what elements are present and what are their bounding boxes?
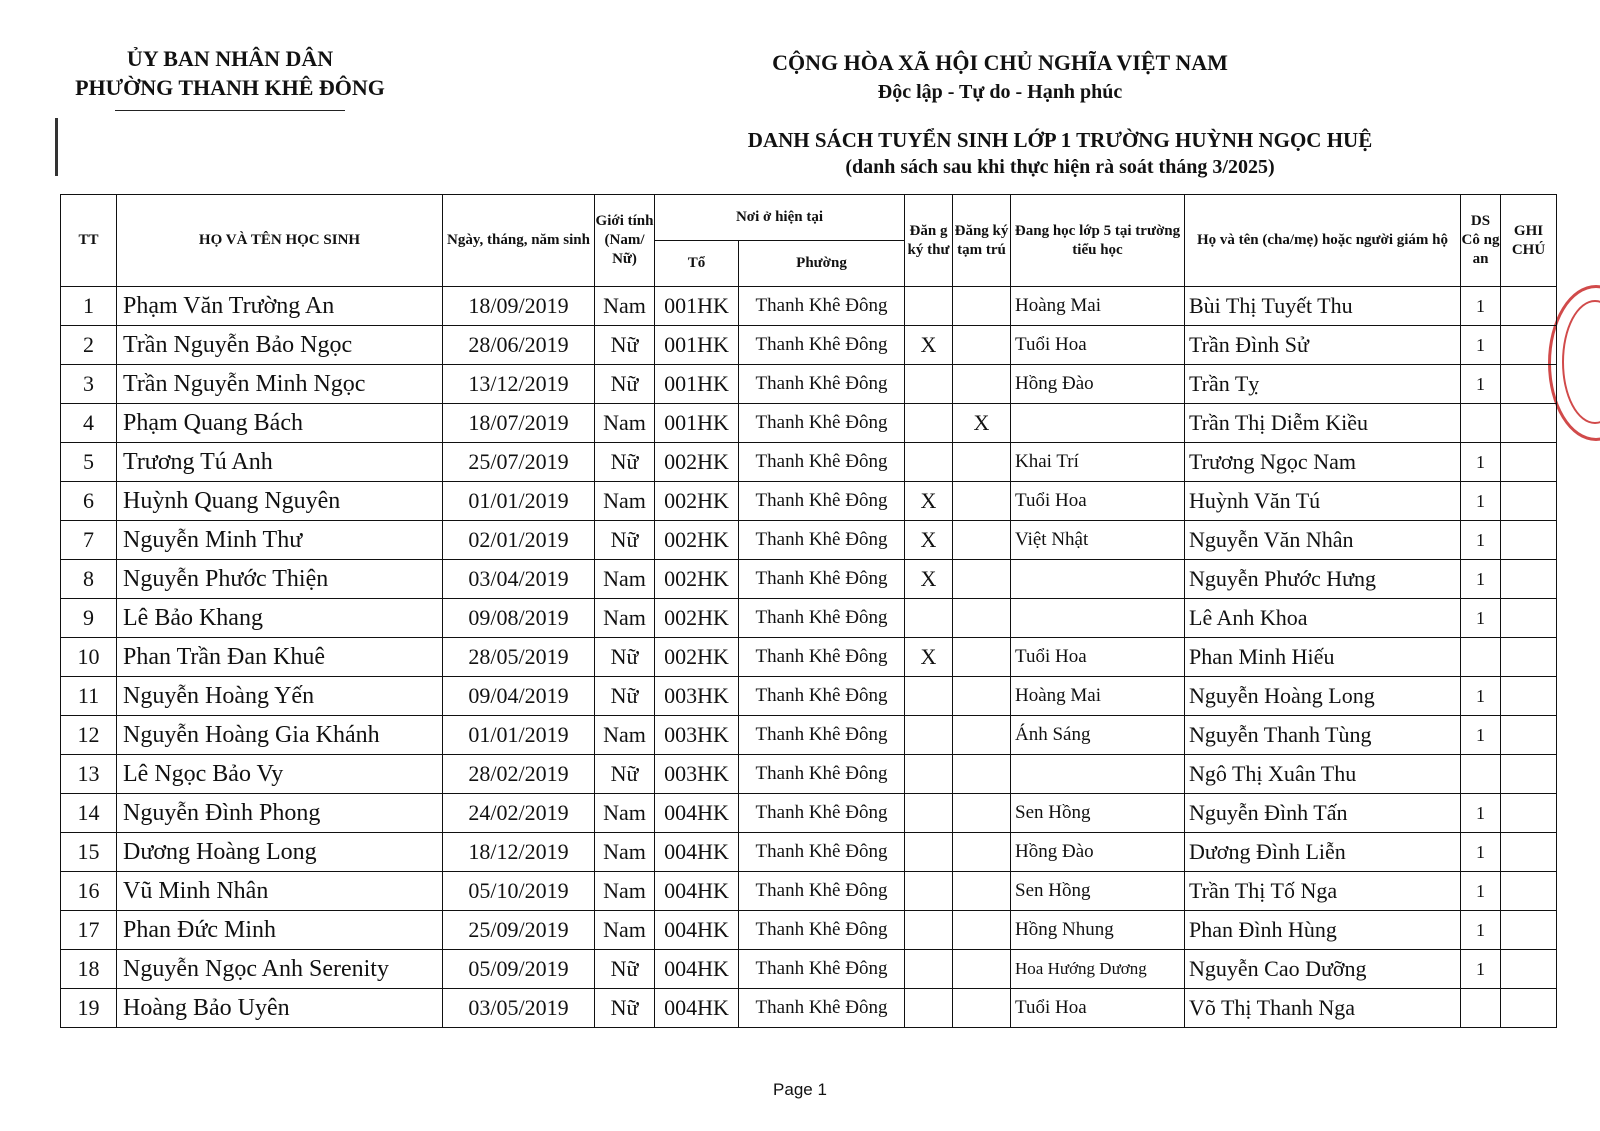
cell-note (1501, 833, 1557, 872)
cell-permanent-registration (905, 443, 953, 482)
cell-group: 004HK (655, 794, 739, 833)
cell-guardian: Ngô Thị Xuân Thu (1185, 755, 1461, 794)
cell-guardian: Nguyễn Đình Tấn (1185, 794, 1461, 833)
col-header-ward: Phường (739, 241, 905, 287)
cell-dob: 13/12/2019 (443, 365, 595, 404)
table-row (61, 521, 1557, 560)
cell-police-list: 1 (1461, 482, 1501, 521)
cell-ward: Thanh Khê Đông (739, 716, 905, 755)
cell-group: 002HK (655, 521, 739, 560)
cell-student-name: Nguyễn Hoàng Gia Khánh (117, 716, 443, 755)
cell-ward: Thanh Khê Đông (739, 872, 905, 911)
cell-dob: 02/01/2019 (443, 521, 595, 560)
cell-guardian: Nguyễn Hoàng Long (1185, 677, 1461, 716)
cell-gender: Nam (595, 716, 655, 755)
cell-student-name: Phạm Văn Trường An (117, 287, 443, 326)
cell-group: 002HK (655, 560, 739, 599)
cell-student-name: Nguyễn Hoàng Yến (117, 677, 443, 716)
cell-guardian: Nguyễn Cao Dưỡng (1185, 950, 1461, 989)
page-number: Page 1 (773, 1080, 827, 1099)
cell-note (1501, 989, 1557, 1028)
document-title (680, 126, 1440, 180)
cell-note (1501, 404, 1557, 443)
cell-permanent-registration (905, 599, 953, 638)
motto-line-1: CỘNG HÒA XÃ HỘI CHỦ NGHĨA VIỆT NAM (772, 50, 1228, 75)
cell-note (1501, 755, 1557, 794)
cell-group: 002HK (655, 638, 739, 677)
cell-temporary-registration (953, 599, 1011, 638)
cell-dob: 01/01/2019 (443, 716, 595, 755)
cell-permanent-registration (905, 365, 953, 404)
cell-group: 001HK (655, 365, 739, 404)
cell-student-name: Trần Nguyễn Minh Ngọc (117, 365, 443, 404)
cell-gender: Nam (595, 833, 655, 872)
cell-note (1501, 794, 1557, 833)
cell-dob: 01/01/2019 (443, 482, 595, 521)
cell-note (1501, 677, 1557, 716)
cell-student-name: Hoàng Bảo Uyên (117, 989, 443, 1028)
cell-tt: 10 (61, 638, 117, 677)
cell-gender: Nữ (595, 521, 655, 560)
col-header-group: Tổ (655, 241, 739, 287)
cell-current-school: Hoàng Mai (1011, 677, 1185, 716)
cell-tt: 18 (61, 950, 117, 989)
cell-temporary-registration (953, 365, 1011, 404)
cell-ward: Thanh Khê Đông (739, 677, 905, 716)
cell-temporary-registration (953, 755, 1011, 794)
cell-permanent-registration (905, 404, 953, 443)
cell-gender: Nam (595, 482, 655, 521)
cell-student-name: Trương Tú Anh (117, 443, 443, 482)
title-line-1: DANH SÁCH TUYỂN SINH LỚP 1 TRƯỜNG HUỲNH NGỌC HUỆ (747, 128, 1373, 152)
cell-permanent-registration (905, 911, 953, 950)
table-row (61, 404, 1557, 443)
title-line-2: (danh sách sau khi thực hiện rà soát tháng 3/2025) (845, 156, 1275, 178)
cell-gender: Nữ (595, 638, 655, 677)
cell-dob: 24/02/2019 (443, 794, 595, 833)
authority-line-2: PHƯỜNG THANH KHÊ ĐÔNG (75, 75, 385, 100)
cell-ward: Thanh Khê Đông (739, 911, 905, 950)
cell-temporary-registration (953, 911, 1011, 950)
table-row (61, 326, 1557, 365)
cell-guardian: Võ Thị Thanh Nga (1185, 989, 1461, 1028)
cell-gender: Nam (595, 287, 655, 326)
cell-permanent-registration: X (905, 326, 953, 365)
cell-gender: Nữ (595, 326, 655, 365)
cell-gender: Nam (595, 560, 655, 599)
cell-dob: 18/12/2019 (443, 833, 595, 872)
cell-permanent-registration: X (905, 482, 953, 521)
cell-dob: 09/08/2019 (443, 599, 595, 638)
cell-temporary-registration (953, 482, 1011, 521)
cell-temporary-registration (953, 443, 1011, 482)
cell-dob: 03/05/2019 (443, 989, 595, 1028)
cell-ward: Thanh Khê Đông (739, 833, 905, 872)
cell-guardian: Nguyễn Văn Nhân (1185, 521, 1461, 560)
col-header-name: HỌ VÀ TÊN HỌC SINH (117, 195, 443, 287)
cell-ward: Thanh Khê Đông (739, 287, 905, 326)
cell-gender: Nam (595, 911, 655, 950)
cell-police-list: 1 (1461, 911, 1501, 950)
cell-group: 004HK (655, 872, 739, 911)
cell-student-name: Trần Nguyễn Bảo Ngọc (117, 326, 443, 365)
cell-group: 001HK (655, 404, 739, 443)
cell-police-list: 1 (1461, 794, 1501, 833)
cell-gender: Nam (595, 794, 655, 833)
cell-student-name: Dương Hoàng Long (117, 833, 443, 872)
cell-gender: Nữ (595, 677, 655, 716)
cell-dob: 28/02/2019 (443, 755, 595, 794)
cell-permanent-registration: X (905, 521, 953, 560)
cell-group: 004HK (655, 989, 739, 1028)
cell-gender: Nữ (595, 950, 655, 989)
cell-current-school: Ánh Sáng (1011, 716, 1185, 755)
cell-current-school: Tuổi Hoa (1011, 989, 1185, 1028)
cell-police-list: 1 (1461, 833, 1501, 872)
cell-police-list: 1 (1461, 287, 1501, 326)
cell-gender: Nam (595, 872, 655, 911)
cell-dob: 25/09/2019 (443, 911, 595, 950)
motto-line-2: Độc lập - Tự do - Hạnh phúc (877, 81, 1123, 103)
cell-current-school: Sen Hồng (1011, 872, 1185, 911)
cell-tt: 7 (61, 521, 117, 560)
cell-tt: 11 (61, 677, 117, 716)
cell-current-school (1011, 404, 1185, 443)
cell-permanent-registration (905, 755, 953, 794)
cell-note (1501, 560, 1557, 599)
col-header-police-list: DS Cô ng an (1461, 195, 1501, 287)
margin-mark (55, 118, 58, 176)
cell-permanent-registration (905, 872, 953, 911)
col-header-guardian: Họ và tên (cha/mẹ) hoặc người giám hộ (1185, 195, 1461, 287)
national-motto (700, 48, 1300, 106)
cell-guardian: Trần Thị Tố Nga (1185, 872, 1461, 911)
cell-temporary-registration (953, 716, 1011, 755)
cell-ward: Thanh Khê Đông (739, 560, 905, 599)
cell-permanent-registration (905, 677, 953, 716)
cell-temporary-registration (953, 989, 1011, 1028)
cell-tt: 9 (61, 599, 117, 638)
cell-student-name: Huỳnh Quang Nguyên (117, 482, 443, 521)
cell-temporary-registration (953, 326, 1011, 365)
cell-student-name: Phan Đức Minh (117, 911, 443, 950)
cell-ward: Thanh Khê Đông (739, 755, 905, 794)
enrollment-table (60, 194, 1557, 1028)
table-row (61, 755, 1557, 794)
cell-dob: 05/09/2019 (443, 950, 595, 989)
cell-current-school: Hoàng Mai (1011, 287, 1185, 326)
cell-dob: 03/04/2019 (443, 560, 595, 599)
cell-police-list: 1 (1461, 677, 1501, 716)
cell-temporary-registration (953, 287, 1011, 326)
cell-police-list: 1 (1461, 365, 1501, 404)
cell-current-school: Tuổi Hoa (1011, 638, 1185, 677)
cell-group: 001HK (655, 287, 739, 326)
table-row (61, 833, 1557, 872)
cell-student-name: Lê Ngọc Bảo Vy (117, 755, 443, 794)
cell-dob: 09/04/2019 (443, 677, 595, 716)
cell-police-list (1461, 989, 1501, 1028)
cell-tt: 15 (61, 833, 117, 872)
cell-guardian: Huỳnh Văn Tú (1185, 482, 1461, 521)
cell-dob: 18/07/2019 (443, 404, 595, 443)
cell-group: 002HK (655, 443, 739, 482)
cell-note (1501, 638, 1557, 677)
cell-permanent-registration (905, 716, 953, 755)
cell-current-school (1011, 560, 1185, 599)
cell-guardian: Trần Đình Sử (1185, 326, 1461, 365)
cell-tt: 5 (61, 443, 117, 482)
cell-guardian: Trần Tỵ (1185, 365, 1461, 404)
cell-group: 002HK (655, 599, 739, 638)
cell-group: 004HK (655, 950, 739, 989)
cell-permanent-registration (905, 833, 953, 872)
cell-dob: 18/09/2019 (443, 287, 595, 326)
cell-note (1501, 365, 1557, 404)
cell-ward: Thanh Khê Đông (739, 521, 905, 560)
table-row (61, 950, 1557, 989)
col-header-current-school: Đang học lớp 5 tại trường tiểu học (1011, 195, 1185, 287)
cell-temporary-registration (953, 521, 1011, 560)
col-header-note: GHI CHÚ (1501, 195, 1557, 287)
table-row (61, 794, 1557, 833)
cell-ward: Thanh Khê Đông (739, 638, 905, 677)
cell-note (1501, 287, 1557, 326)
cell-permanent-registration (905, 989, 953, 1028)
cell-student-name: Nguyễn Minh Thư (117, 521, 443, 560)
issuing-authority (60, 44, 400, 111)
cell-group: 003HK (655, 677, 739, 716)
cell-group: 003HK (655, 755, 739, 794)
cell-note (1501, 482, 1557, 521)
cell-dob: 28/05/2019 (443, 638, 595, 677)
cell-ward: Thanh Khê Đông (739, 482, 905, 521)
cell-note (1501, 950, 1557, 989)
cell-tt: 13 (61, 755, 117, 794)
cell-tt: 3 (61, 365, 117, 404)
cell-permanent-registration: X (905, 560, 953, 599)
cell-police-list: 1 (1461, 521, 1501, 560)
cell-police-list (1461, 755, 1501, 794)
cell-police-list: 1 (1461, 443, 1501, 482)
col-header-temporary-registration: Đăng ký tạm trú (953, 195, 1011, 287)
cell-note (1501, 326, 1557, 365)
cell-note (1501, 443, 1557, 482)
cell-police-list: 1 (1461, 950, 1501, 989)
cell-gender: Nữ (595, 365, 655, 404)
cell-current-school: Hồng Đào (1011, 833, 1185, 872)
cell-gender: Nam (595, 599, 655, 638)
table-row (61, 677, 1557, 716)
cell-temporary-registration (953, 833, 1011, 872)
cell-current-school: Tuổi Hoa (1011, 482, 1185, 521)
cell-temporary-registration (953, 950, 1011, 989)
cell-note (1501, 521, 1557, 560)
cell-ward: Thanh Khê Đông (739, 443, 905, 482)
table-row (61, 560, 1557, 599)
authority-underline (115, 110, 345, 111)
cell-guardian: Nguyễn Thanh Tùng (1185, 716, 1461, 755)
table-row (61, 911, 1557, 950)
cell-note (1501, 716, 1557, 755)
col-header-residence: Nơi ở hiện tại (655, 195, 905, 241)
cell-temporary-registration: X (953, 404, 1011, 443)
cell-note (1501, 911, 1557, 950)
cell-tt: 16 (61, 872, 117, 911)
cell-police-list: 1 (1461, 560, 1501, 599)
cell-student-name: Lê Bảo Khang (117, 599, 443, 638)
cell-student-name: Phan Trần Đan Khuê (117, 638, 443, 677)
cell-ward: Thanh Khê Đông (739, 326, 905, 365)
cell-current-school (1011, 755, 1185, 794)
cell-current-school: Sen Hồng (1011, 794, 1185, 833)
cell-temporary-registration (953, 677, 1011, 716)
cell-tt: 8 (61, 560, 117, 599)
cell-student-name: Vũ Minh Nhân (117, 872, 443, 911)
table-row (61, 443, 1557, 482)
cell-police-list: 1 (1461, 599, 1501, 638)
cell-student-name: Nguyễn Đình Phong (117, 794, 443, 833)
cell-tt: 12 (61, 716, 117, 755)
cell-permanent-registration (905, 287, 953, 326)
cell-permanent-registration (905, 950, 953, 989)
cell-note (1501, 872, 1557, 911)
table-row (61, 716, 1557, 755)
cell-ward: Thanh Khê Đông (739, 404, 905, 443)
table-row (61, 482, 1557, 521)
cell-student-name: Nguyễn Phước Thiện (117, 560, 443, 599)
cell-group: 001HK (655, 326, 739, 365)
cell-police-list: 1 (1461, 326, 1501, 365)
cell-ward: Thanh Khê Đông (739, 794, 905, 833)
cell-ward: Thanh Khê Đông (739, 989, 905, 1028)
cell-permanent-registration: X (905, 638, 953, 677)
cell-guardian: Nguyễn Phước Hưng (1185, 560, 1461, 599)
cell-ward: Thanh Khê Đông (739, 599, 905, 638)
cell-current-school: Hồng Nhung (1011, 911, 1185, 950)
cell-tt: 17 (61, 911, 117, 950)
cell-current-school: Khai Trí (1011, 443, 1185, 482)
cell-ward: Thanh Khê Đông (739, 950, 905, 989)
cell-student-name: Phạm Quang Bách (117, 404, 443, 443)
cell-current-school: Tuổi Hoa (1011, 326, 1185, 365)
cell-temporary-registration (953, 794, 1011, 833)
cell-gender: Nữ (595, 443, 655, 482)
cell-police-list: 1 (1461, 872, 1501, 911)
table-row (61, 872, 1557, 911)
cell-dob: 28/06/2019 (443, 326, 595, 365)
cell-tt: 6 (61, 482, 117, 521)
cell-guardian: Bùi Thị Tuyết Thu (1185, 287, 1461, 326)
cell-group: 004HK (655, 833, 739, 872)
table-row (61, 989, 1557, 1028)
table-row (61, 287, 1557, 326)
cell-temporary-registration (953, 872, 1011, 911)
authority-line-1: ỦY BAN NHÂN DÂN (126, 46, 334, 71)
cell-current-school: Hồng Đào (1011, 365, 1185, 404)
cell-gender: Nam (595, 404, 655, 443)
cell-group: 004HK (655, 911, 739, 950)
cell-guardian: Trần Thị Diễm Kiều (1185, 404, 1461, 443)
cell-tt: 4 (61, 404, 117, 443)
cell-guardian: Phan Đình Hùng (1185, 911, 1461, 950)
cell-current-school (1011, 599, 1185, 638)
cell-current-school: Việt Nhật (1011, 521, 1185, 560)
col-header-tt: TT (61, 195, 117, 287)
cell-gender: Nữ (595, 989, 655, 1028)
table-row (61, 599, 1557, 638)
cell-police-list (1461, 638, 1501, 677)
cell-guardian: Phan Minh Hiếu (1185, 638, 1461, 677)
cell-tt: 14 (61, 794, 117, 833)
cell-tt: 19 (61, 989, 117, 1028)
table-row (61, 638, 1557, 677)
cell-police-list (1461, 404, 1501, 443)
cell-student-name: Nguyễn Ngọc Anh Serenity (117, 950, 443, 989)
cell-ward: Thanh Khê Đông (739, 365, 905, 404)
cell-group: 002HK (655, 482, 739, 521)
col-header-gender: Giới tính (Nam/ Nữ) (595, 195, 655, 287)
cell-tt: 1 (61, 287, 117, 326)
cell-gender: Nữ (595, 755, 655, 794)
cell-temporary-registration (953, 638, 1011, 677)
cell-current-school: Hoa Hướng Dương (1011, 950, 1185, 989)
cell-tt: 2 (61, 326, 117, 365)
cell-temporary-registration (953, 560, 1011, 599)
enrollment-table-body (61, 287, 1557, 1028)
cell-guardian: Trương Ngọc Nam (1185, 443, 1461, 482)
cell-guardian: Dương Đình Liễn (1185, 833, 1461, 872)
col-header-dob: Ngày, tháng, năm sinh (443, 195, 595, 287)
cell-dob: 05/10/2019 (443, 872, 595, 911)
cell-dob: 25/07/2019 (443, 443, 595, 482)
table-row (61, 365, 1557, 404)
col-header-permanent-registration: Đăn g ký thư (905, 195, 953, 287)
cell-police-list: 1 (1461, 716, 1501, 755)
cell-permanent-registration (905, 794, 953, 833)
cell-guardian: Lê Anh Khoa (1185, 599, 1461, 638)
cell-note (1501, 599, 1557, 638)
cell-group: 003HK (655, 716, 739, 755)
